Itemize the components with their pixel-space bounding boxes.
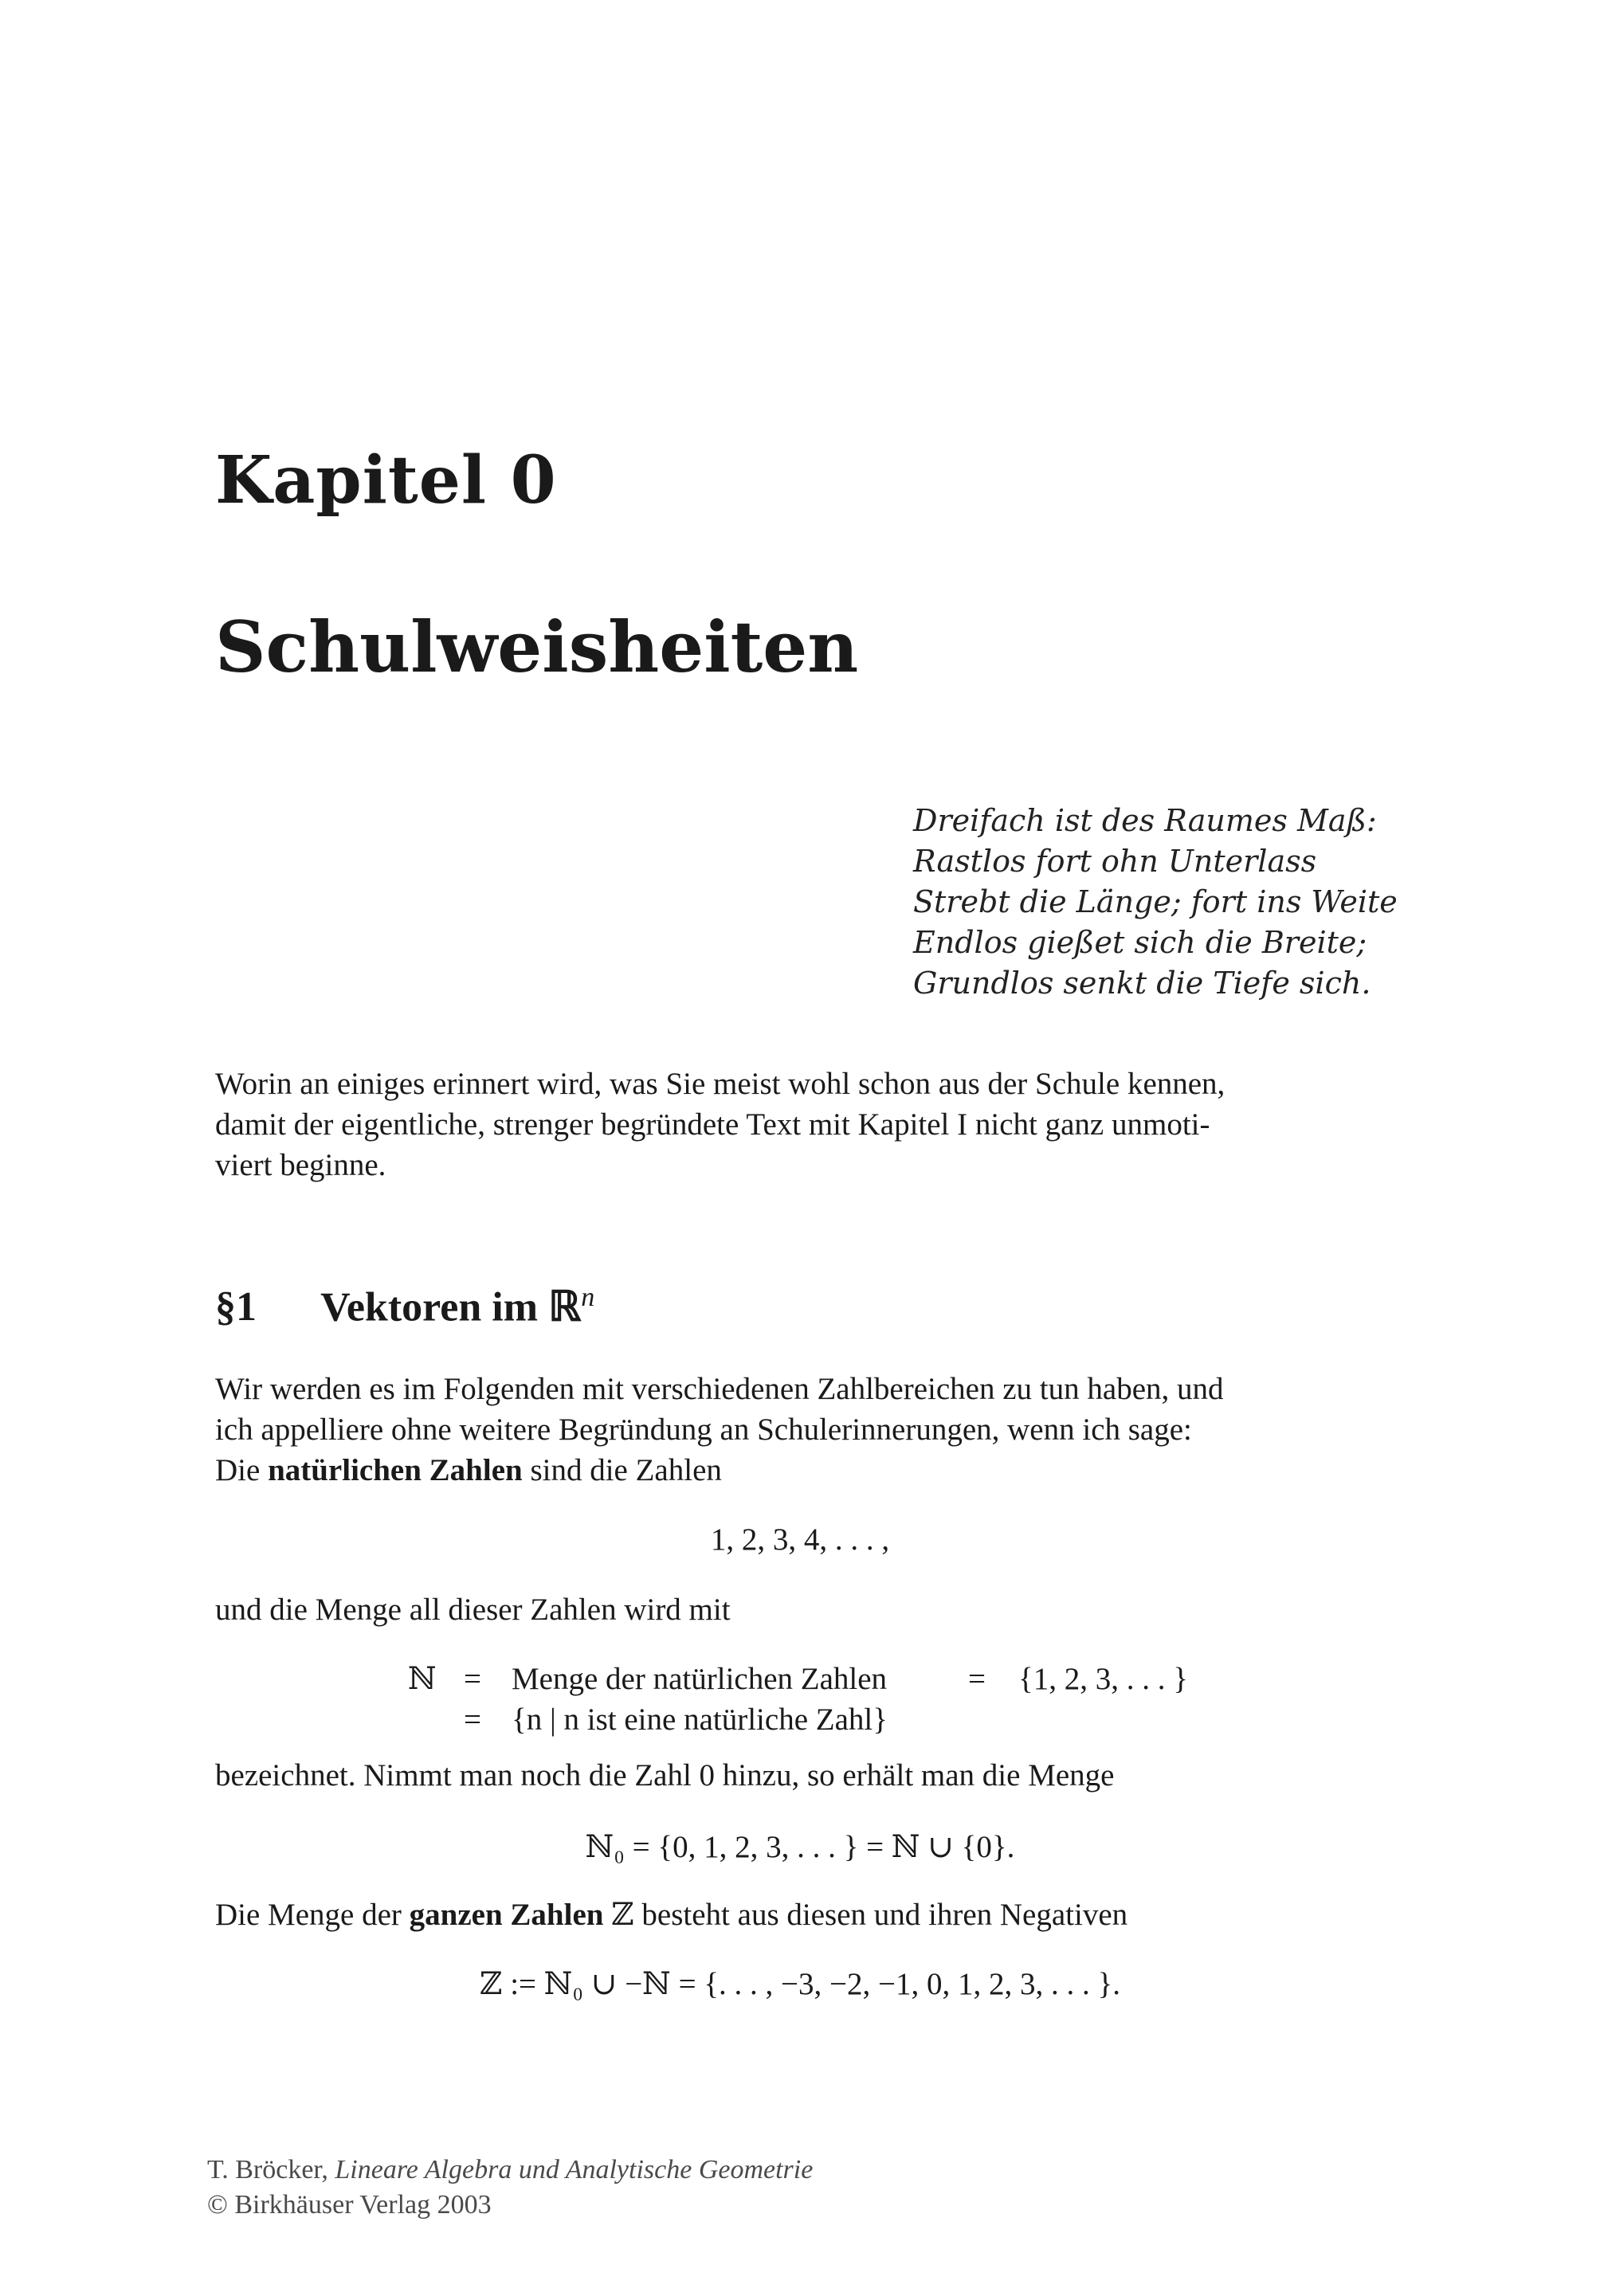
body-line: bezeichnet. Nimmt man noch die Zahl 0 hinzu, so erhält man die Menge	[215, 1758, 1115, 1793]
equation-N-set: {1, 2, 3, . . . }	[1018, 1662, 1188, 1696]
equation-N0: ℕ₀ = {0, 1, 2, 3, . . . } = ℕ ∪ {0}.	[585, 1830, 1015, 1864]
intro-line: damit der eigentliche, strenger begründete Text mit Kapitel I nicht ganz unmoti-	[215, 1107, 1210, 1142]
equation-N-set-builder: {n | n ist eine natürliche Zahl}	[512, 1702, 888, 1737]
epigraph-line: Endlos gießet sich die Breite;	[913, 925, 1367, 960]
intro-line: Worin an einiges erinnert wird, was Sie meist wohl schon aus der Schule kennen,	[215, 1067, 1225, 1101]
footer-citation	[207, 2153, 813, 2188]
chapter-title: Schulweisheiten	[215, 605, 859, 688]
body-line: Wir werden es im Folgenden mit verschiedenen Zahlbereichen zu tun haben, und	[215, 1372, 1224, 1406]
equation-N-definition: Menge der natürlichen Zahlen	[512, 1662, 888, 1696]
body-paragraph-1	[215, 1369, 1402, 1491]
equation-N-equals-2: =	[968, 1662, 986, 1696]
term-integers: ganzen Zahlen	[409, 1898, 604, 1932]
epigraph-line: Rastlos fort ohn Unterlass	[913, 844, 1317, 879]
body-paragraph-2	[215, 1589, 1402, 1630]
body-text: ℤ besteht aus diesen und ihren Negativen	[603, 1898, 1128, 1932]
section-number: §1	[215, 1284, 257, 1330]
epigraph-line: Grundlos senkt die Tiefe sich.	[913, 966, 1371, 1001]
section-title: Vektoren im	[320, 1284, 539, 1330]
body-line	[215, 1450, 1402, 1491]
footer-book-title: Lineare Algebra und Analytische Geometrie	[335, 2155, 814, 2184]
equation-N-equals-row2: =	[464, 1702, 481, 1737]
intro-paragraph	[215, 1064, 1402, 1185]
body-paragraph-3	[215, 1755, 1402, 1796]
body-line: und die Menge all dieser Zahlen wird mit	[215, 1593, 731, 1627]
body-line	[215, 1894, 1402, 1935]
real-numbers-symbol: ℝ	[548, 1284, 582, 1330]
term-natural-numbers: natürlichen Zahlen	[268, 1453, 523, 1487]
footer	[207, 2153, 813, 2223]
epigraph-line: Strebt die Länge; fort ins Weite	[913, 884, 1398, 919]
equation-natural-numbers-list: 1, 2, 3, 4, . . . ,	[710, 1522, 890, 1557]
section-heading	[215, 1283, 594, 1330]
body-paragraph-4	[215, 1894, 1402, 1935]
section-superscript: n	[581, 1283, 595, 1312]
footer-author: T. Bröcker,	[207, 2155, 335, 2184]
equation-Z: ℤ := ℕ₀ ∪ −ℕ = {. . . , −3, −2, −1, 0, 1, 2, 3, . . . }.	[479, 1967, 1121, 2001]
body-text: Die Menge der	[215, 1898, 410, 1932]
equation-N-equals: =	[464, 1662, 481, 1696]
chapter-label: Kapitel 0	[215, 442, 557, 519]
footer-copyright: © Birkhäuser Verlag 2003	[207, 2190, 492, 2220]
equation-N-lhs: ℕ	[408, 1662, 437, 1696]
epigraph-line: Dreifach ist des Raumes Maß:	[913, 803, 1377, 838]
body-line: ich appelliere ohne weitere Begründung an Schulerinnerungen, wenn ich sage:	[215, 1412, 1192, 1447]
epigraph	[913, 801, 1398, 1004]
intro-line: viert beginne.	[215, 1148, 386, 1182]
body-text: sind die Zahlen	[522, 1453, 722, 1487]
body-text: Die	[215, 1453, 269, 1487]
